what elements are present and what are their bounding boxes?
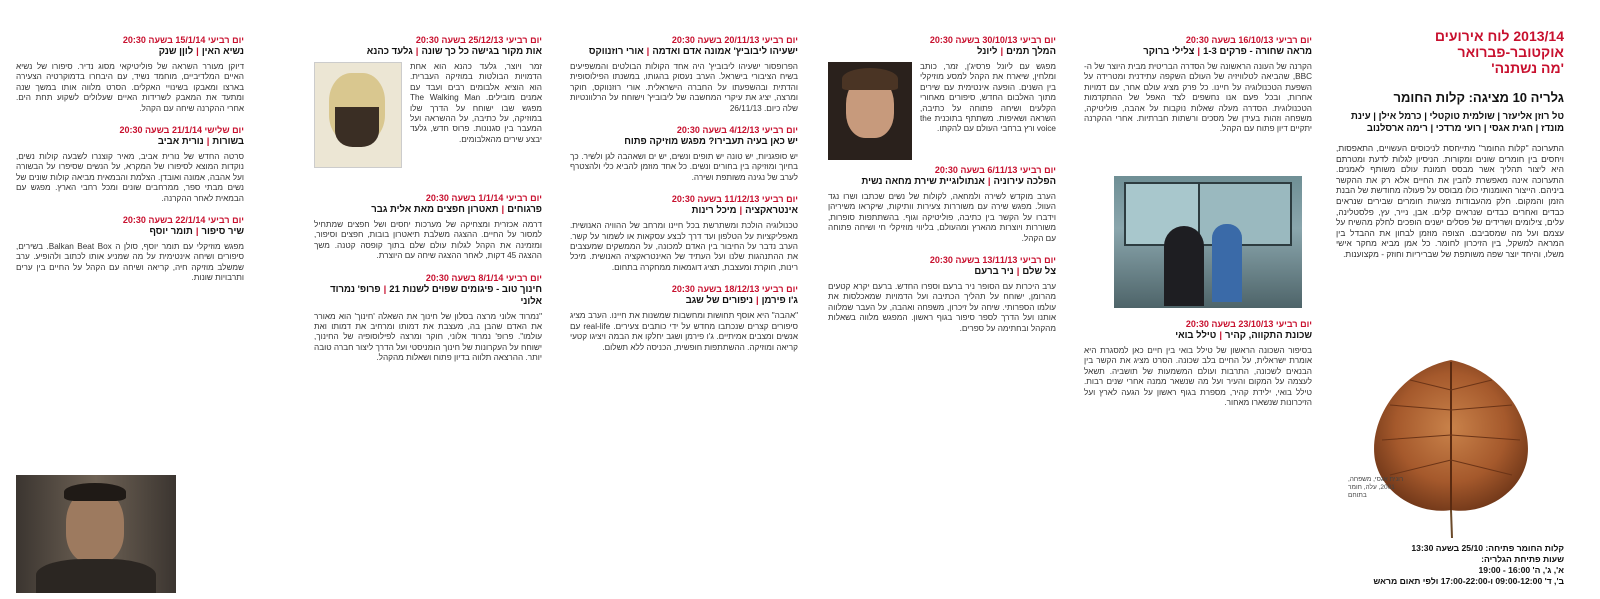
event-date: יום רביעי 23/10/13 בשעה 20:30: [1185, 319, 1312, 329]
event-title: אות מקור בגישה כל כך שונה|גלעד כהנא: [366, 46, 542, 57]
event-title: אינטראקציה|מיכל רינות: [691, 205, 798, 217]
event-item: [314, 272, 542, 364]
event-item: [1084, 34, 1312, 166]
event-date: יום רביעי 16/10/13 בשעה 20:30: [1185, 35, 1312, 45]
event-body: טכנולוגיה הולכת ומשתרשת בכל חיינו ומרחב של ההוויה האנושית. מאפליקציות על הטלפון ועד דרך לבצע עסקאות או לשמור על קשר. הערב נדבר על החיבור בין האדם למכונה, על הממשקים שמעצבים את ההתנהגות שלנו ועל העתיד של האינטראקציה האנושית. מיכל רינות, חוקרת ומעצבת, תציג דוגמאות ממחקרה בתחום.: [570, 221, 798, 272]
caption-line: בתוחם: [1348, 492, 1367, 499]
event-title: שיר סיפור|תומר יוסף: [149, 226, 244, 238]
event-date: יום רביעי 8/1/14 בשעה 20:30: [425, 272, 542, 283]
event-date: יום רביעי 15/1/14 בשעה 20:30: [122, 35, 244, 45]
leaf-image: [1362, 350, 1540, 540]
event-date: יום רביעי 6/11/13 בשעה 20:30: [934, 165, 1056, 175]
event-title: פרגוחים|תאטרון חפצים מאת אלית גבר: [371, 204, 542, 215]
hours-line: א', ג', ה' 16:00 - 19:00: [1478, 565, 1564, 575]
hours-line: ב', ד' 09:00-12:00 ו-17:00-22:00 ולפי תאום מראש: [1373, 576, 1564, 586]
event-title: שכונת התקווה, קהיר|טילל בואי: [1175, 330, 1312, 341]
event-item: [314, 192, 542, 262]
event-title: צל שלם|ניר ברעם: [974, 266, 1056, 278]
hours-label: שעות פתיחת הגלריה:: [1481, 554, 1564, 564]
opening-line: קלות החומר פתיחה: 25/10 בשעה 13:30: [1411, 543, 1564, 553]
gallery-opening-info: [1336, 543, 1564, 587]
event-item: [570, 124, 798, 183]
column-6: [16, 34, 244, 593]
event-item: [314, 34, 542, 182]
event-date: יום רביעי 22/1/14 בשעה 20:30: [122, 215, 244, 226]
column-3: [828, 34, 1056, 593]
event-body: הערב מוקדש לשירה ולמחאה, לקולות של נשים שכתבו ושרו נגד העוול. מפגש שירה עם משוררות צעירות וותיקות, שיקראו משיריהן וידברו על הקשר בין כתיבה, פוליטיקה וגוף. בהשתתפות סופרות, משוררות ויוצרות מהארץ ומהעולם, בליווי מוזיקלי חי ושיחה פתוחה עם הקהל.: [828, 192, 1056, 243]
event-title: ג'ו פירמן|ניפורים של שגב: [685, 295, 798, 307]
event-body: הקרנה של העונה הראשונה של הסדרה הבריטית מבית היוצר של ה-BBC, שהביאה לטלוויזיה של העולם השקפה עתידנית ומטרידה על השפעת הטכנולוגיה על חיינו. כל פרק מציג עולם אחר, עם דמויות אחרות, ובכל פעם אנו נחשפים לצד האפל של ההתקדמות הטכנולוגית. הסדרה מעלה שאלות נוקבות על אהבה, פוליטיקה, משפחה וזהות בעידן של מסכים ורשתות חברתיות. אחרי ההקרנה יתקיים דיון פתוח עם הקהל.: [1084, 62, 1312, 134]
column-4: [570, 34, 798, 593]
musician-portrait: [16, 475, 176, 593]
event-item: [828, 254, 1056, 334]
event-title: חינוך טוב - פיגומים שפוים לשנות 21|פרופ' נמרוד אלוני: [330, 283, 542, 307]
program-title: 2013/14 לוח אירועים אוקטובר-פברואר: [1434, 28, 1564, 60]
event-body: מפגש עם ליונל פרסיג'ן, זמר, כותב ומלחין, שיארח את הקהל למסע מוזיקלי בין השנים. הופעה אינטימית עם שירים מתוך האלבום החדש, סיפורים מאחורי הקלעים ושיחה פתוחה על כתיבה, השראה ושאיפות. משתתף בתוכנית the voice ורץ ברחבי העולם עם להקתו.: [920, 62, 1056, 134]
event-item: [570, 283, 798, 353]
event-title: בשורות|נורית אביב: [157, 136, 244, 148]
event-date: יום רביעי 11/12/13 בשעה 20:30: [671, 194, 798, 205]
event-date: יום רביעי 1/1/14 בשעה 20:30: [425, 193, 542, 203]
event-title: הפלכה עירוניה|אנתולוגיית שירת מחאה נשית: [861, 176, 1056, 187]
tv-image: [1114, 176, 1302, 308]
event-item: [16, 124, 244, 204]
event-body: בסיפור השכונה הראשון של טילל בואי בין חיים כאן למסגרת היא אומרת ישראלית, על החיים בלב שכונה. הסרט מציג את הקשר בין הבנאים לשכונה, התרבות ועולם המשמעות של תושביה. תשאל לעצמה על המקום והעיר ועל מה שנשאר ממנה אחרי שנים רבות. טילל בואי, ילידת קהיר, מספרת בגוף ראשון על הגעה לארץ ועל הזיכרונות שנשארו מאחור.: [1084, 346, 1312, 408]
event-body: "נמרוד אלוני מרצה בסלון של חינוך את השאלה 'חינוך' הוא מאורר את האדם שהבן בה, מעצבת את דמותו ומרחיב את דמותו ואת עולמו". פרופ' נמרוד אלוני, חוקר ומרצה לפילוסופיה של החינוך, ישוחח על העקרונות של חינוך הומניסטי ועל הדרך ליצור חברה טובה יותר. ההרצאה תלווה בדיון פתוח ושאלות מהקהל.: [314, 311, 542, 363]
leaf-caption: [1348, 476, 1408, 500]
event-body: הפרופסור ישעיהו ליבוביץ' היה אחד הקולות הבולטים והמשפיעים בשיח הציבורי בישראל. הערב נעסוק בהגותו, במשנתו הפילוסופית והדתית ובהשפעתו על החברה הישראלית. אורי רוזנווקס, חוקר ומרצה, יציג את עיקרי המחשבה של ליבוביץ' וישוחח על הרלוונטיות שלה כיום. 26/11/13: [570, 62, 798, 113]
event-item: [828, 164, 1056, 244]
event-date: יום רביעי 18/12/13 בשעה 20:30: [671, 284, 798, 295]
gallery-text: התערוכה "קלות החומר" מתייחסת לניכוסים העשויים, התאפסות, ויחסים בין חומרים שונים ומקורות. הניסיון לגלות לדעת ומטרתם היא ליצור תהליך אשר מבסס תמונת עולם משותף לאמנים. התערוכה אינה מאפשרת להבין את החיים אלא רק את ההקשר ביניהם. הייצור האומנותי כולו מבוסס על פעולה מחודשת של הבנת הזמן והמקום. חלק מהעבודות מציגות חומרים שבירים שנראים כבדים ואחרים כבדים שנראים קלים. אבן, נייר, עץ, פלסטלינה, עלים, צילומים ושרידים של פסלים ישנים הופכים לחלק מהשיח על עצמם ועל מה שמסביבם. הצופה מוזמן לבחון את ההבדל בין המראה למשקל, בין הזיכרון לחומר. כל אמן מביא מחקר אישי משלו, והיחד יוצר שפה משותפת של שבריריות וחוזק - מקצוענות.: [1336, 143, 1564, 259]
event-title: יש כאן בעיה תעבירו? מפגש מוזיקה פתוח: [624, 136, 798, 148]
column-2: [1084, 34, 1312, 593]
event-item: [1084, 318, 1312, 408]
event-date: יום שלישי 21/1/14 בשעה 20:30: [119, 125, 244, 136]
event-body: דרמה אכזרית ומצחיקה של מערכות יחסים ושל חפצים שמתחיל למסור על החיים. ההצגה משלבת תיאטרון בובות, חפצים וסיפור, ומזמינה את הקהל לגלות עולם שלם בתוך קופסה קטנה. משך ההצגה 45 דקות, לאחר ההצגה שיחה עם היוצרת.: [314, 220, 542, 261]
event-date: יום רביעי 30/10/13 בשעה 20:30: [929, 35, 1056, 45]
event-date: יום רביעי 13/11/13 בשעה 20:30: [929, 255, 1056, 266]
caption-line: רונית אגסי, משפחה,: [1348, 476, 1404, 483]
event-body: ערב היכרות עם הסופר ניר ברעם וספרו החדש. ברעם יקרא קטעים מהרומן, ישוחח על תהליך הכתיבה ועל הדמויות שמאכלסות את עולמו הספרותי. שיחה על זיכרון, משפחה ואהבה, על העבר שמלווה אותנו ועל הדרך לספר סיפור בגוף ראשון. המפגש מלווה בשאלות מהקהל ובחתימה על ספרים.: [828, 282, 1056, 333]
event-item: [16, 34, 244, 114]
event-body: דיוקן מעורר השראה של פוליטיקאי מסוג נדיר. סיפורו של נשיא האיים המלדיביים, מוחמד נשיד, עם היבחרו בדמוקרטיה הצעירה בארצו ומאבקו בשינויי האקלים. הסרט מלווה אותו במשך שנה ומתעד את המאבק לשרידות האיים שעלולים לשקוע תחת הים. אחרי ההקרנה שיחה עם הקהל.: [16, 62, 244, 113]
event-title: המלך תמים|ליונל: [976, 46, 1056, 57]
gallery-artists: טל רוזן אליעזר | שולמית טוקטלי | כרמל אילן | עינת מונדז | חגית אגסי | רועי מרדכי | רימה ארסלנוב: [1351, 111, 1564, 134]
event-item: [570, 193, 798, 273]
singer-portrait: [828, 62, 912, 160]
event-body: זמר ויוצר, גלעד כהנא הוא אחת הדמויות הבולטות במוזיקה העברית. הוא הוציא אלבומים רבים ועבד עם אמנים מובילים. The Walking Man מפגש שבו ישוחח על הדרך שלו במוזיקה, על כתיבה, על ההשראה ועל המעבר בין סגנונות. פרוס חדש, גלעד יבצע שירים מהאלבומים.: [410, 62, 542, 144]
event-date: יום רביעי 4/12/13 בשעה 20:30: [676, 125, 798, 136]
event-title: נשיא האין|לוןן שנק: [158, 46, 244, 57]
walking-man-illustration: [314, 62, 402, 168]
event-item: [570, 34, 798, 114]
event-item: [16, 214, 244, 284]
caption-line: 2001, עלה, חומר: [1348, 484, 1395, 491]
event-title: ישעיהו ליבוביץ' אמונה אדם ואדמה|אורי רוזנווקס: [588, 46, 798, 57]
event-body: מפגש מוזיקלי עם תומר יוסף, סולן ה Balkan Beat Box. בשירים, סיפורים ושיחה אינטימית על מה שמניע אותו לכתוב ולהופיע. ערב שמשלב מוזיקה חיה, קריאה ושיחה עם הקהל על החיים בין ערים ותרבויות שונות.: [16, 242, 244, 283]
event-title: מראה שחורה - פרקים 1-3|צלילי ברוקר: [1143, 46, 1312, 57]
program-subtitle: 'מה נשתנה': [1491, 60, 1564, 76]
column-gallery: [1336, 28, 1564, 593]
event-body: סרטה החדש של נורית אביב, מאיר קוצנרו לשבעה קולות נשים, נוקדות המוצא לסיפורו של המקרא, על הנשים שסיפרו על הבשורה ועל אהבה, אמונה ואובדן. הצלמת והבמאית מביאה קולות שונים של נשים מבתי ספר, ממרחבים שונים ומכל רחבי הארץ. מפגש עם הבמאית לאחר ההקרנה.: [16, 152, 244, 203]
column-5: [314, 34, 542, 593]
event-date: יום רביעי 20/11/13 בשעה 20:30: [671, 35, 798, 45]
event-date: יום רביעי 25/12/13 בשעה 20:30: [415, 35, 542, 45]
gallery-heading: גלריה 10 מציגה: קלות החומר: [1393, 90, 1564, 105]
event-body: יש סופגניות, יש טונה יש תופים ונשים, יש ים ושאהבה לגן ולשיר. כך בחיוך ומוזיקה בין בחורים ונשים. כל אחד מוזמן להביא כלי ולהצטרף לערב של נגינה משותפת ושירה.: [570, 152, 798, 182]
event-body: "אהבה" היא אוסף תחושות ומחשבות שמשנות את חיינו. הערב מציג סיפורים קצרים שנכתבו מחדש על ידי כותבים צעירים. real-life עם אנשים ומצבים אמיתיים. ג'ו פירמן ושגב יחלקו את הבמה ויציגו קטעי קריאה ומוזיקה. ההשתתפות חופשית, הכניסה ללא תשלום.: [570, 311, 798, 352]
event-item: [828, 34, 1056, 152]
